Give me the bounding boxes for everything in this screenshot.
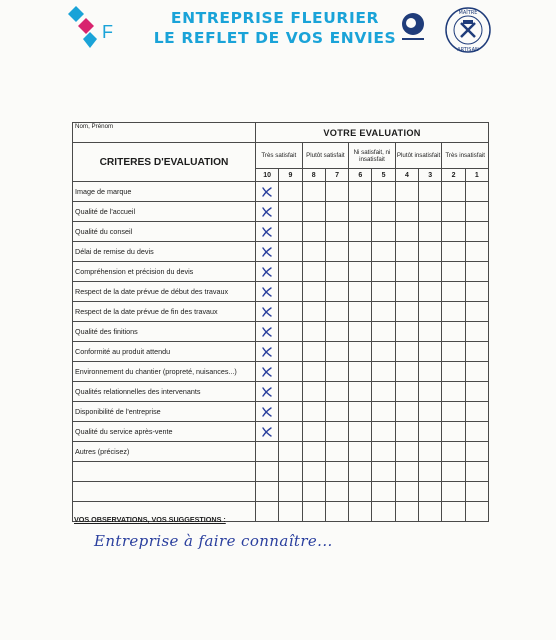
score-cell[interactable]: [372, 382, 395, 402]
score-header: 10: [256, 169, 279, 182]
score-cell[interactable]: [395, 362, 418, 382]
score-cell[interactable]: [442, 482, 465, 502]
score-header: 3: [419, 169, 442, 182]
criteria-row: [73, 462, 489, 482]
score-cell[interactable]: [325, 402, 348, 422]
score-cell[interactable]: [256, 322, 279, 342]
criteria-label: [73, 482, 256, 502]
score-cell[interactable]: [419, 322, 442, 342]
votre-evaluation-heading: VOTRE EVALUATION: [256, 123, 489, 143]
criteria-label: Disponibilité de l'entreprise: [73, 402, 256, 422]
score-cell[interactable]: [372, 322, 395, 342]
score-cell[interactable]: [442, 462, 465, 482]
score-cell[interactable]: [325, 322, 348, 342]
score-cell[interactable]: [325, 342, 348, 362]
criteria-label: Qualité de l'accueil: [73, 202, 256, 222]
score-cell[interactable]: [302, 302, 325, 322]
score-cell[interactable]: [419, 342, 442, 362]
score-cell[interactable]: [256, 422, 279, 442]
score-cell[interactable]: [372, 362, 395, 382]
score-cell[interactable]: [325, 262, 348, 282]
score-cell[interactable]: [395, 382, 418, 402]
score-cell[interactable]: [325, 462, 348, 482]
score-cell[interactable]: [279, 282, 302, 302]
criteria-label: Qualité du conseil: [73, 222, 256, 242]
score-cell[interactable]: [442, 322, 465, 342]
score-cell[interactable]: [349, 422, 372, 442]
company-name: ENTREPRISE FLEURIER: [170, 9, 380, 27]
score-cell[interactable]: [372, 342, 395, 362]
score-cell[interactable]: [279, 322, 302, 342]
score-cell[interactable]: [325, 482, 348, 502]
maitre-artisan-seal-icon: [444, 6, 492, 54]
score-cell[interactable]: [372, 182, 395, 202]
score-cell[interactable]: [419, 502, 442, 522]
score-cell[interactable]: [395, 422, 418, 442]
score-cell[interactable]: [256, 182, 279, 202]
score-cell[interactable]: [395, 342, 418, 362]
score-cell[interactable]: [442, 202, 465, 222]
score-cell[interactable]: [349, 222, 372, 242]
score-cell[interactable]: [419, 182, 442, 202]
score-cell[interactable]: [465, 502, 488, 522]
criteria-label: Compréhension et précision du devis: [73, 262, 256, 282]
score-cell[interactable]: [372, 222, 395, 242]
group-plutot-insatisfait: Plutôt insatisfait: [395, 143, 442, 169]
score-cell[interactable]: [256, 342, 279, 362]
score-cell[interactable]: [279, 482, 302, 502]
score-cell[interactable]: [442, 222, 465, 242]
criteria-row: [73, 402, 489, 422]
score-cell[interactable]: [302, 462, 325, 482]
score-cell[interactable]: [395, 402, 418, 422]
score-cell[interactable]: [302, 282, 325, 302]
score-header: 9: [279, 169, 302, 182]
score-cell[interactable]: [419, 402, 442, 422]
criteria-label: Qualité des finitions: [73, 322, 256, 342]
score-cell[interactable]: [419, 262, 442, 282]
criteres-heading: CRITERES D'EVALUATION: [73, 143, 256, 182]
score-cell[interactable]: [395, 322, 418, 342]
score-cell[interactable]: [395, 182, 418, 202]
criteria-row: [73, 262, 489, 282]
score-cell[interactable]: [395, 502, 418, 522]
score-cell[interactable]: [302, 482, 325, 502]
score-cell[interactable]: [325, 222, 348, 242]
handwritten-x-mark-icon: [260, 226, 274, 238]
criteria-label: Environnement du chantier (propreté, nuisances...): [73, 362, 256, 382]
svg-text:ARTISAN: ARTISAN: [457, 47, 479, 53]
criteria-row: [73, 382, 489, 402]
score-cell[interactable]: [279, 362, 302, 382]
score-cell[interactable]: [465, 442, 488, 462]
score-cell[interactable]: [256, 302, 279, 322]
logo-diamond-pink: [78, 18, 94, 34]
score-cell[interactable]: [302, 502, 325, 522]
criteria-label: Respect de la date prévue de fin des travaux: [73, 302, 256, 322]
score-cell[interactable]: [256, 402, 279, 422]
score-cell[interactable]: [395, 462, 418, 482]
score-cell[interactable]: [302, 362, 325, 382]
handwritten-x-mark-icon: [260, 426, 274, 438]
criteria-row: [73, 242, 489, 262]
criteria-row: [73, 222, 489, 242]
score-cell[interactable]: [302, 342, 325, 362]
criteria-row: [73, 362, 489, 382]
criteria-label: Image de marque: [73, 182, 256, 202]
company-slogan: LE REFLET DE VOS ENVIES: [153, 29, 397, 47]
score-cell[interactable]: [395, 262, 418, 282]
score-cell[interactable]: [325, 442, 348, 462]
score-cell[interactable]: [465, 482, 488, 502]
criteria-row: [73, 282, 489, 302]
criteria-label: Respect de la date prévue de début des travaux: [73, 282, 256, 302]
criteria-label: Conformité au produit attendu: [73, 342, 256, 362]
score-cell[interactable]: [442, 242, 465, 262]
score-cell[interactable]: [325, 282, 348, 302]
score-cell[interactable]: [256, 462, 279, 482]
score-cell[interactable]: [372, 202, 395, 222]
criteria-row: [73, 302, 489, 322]
score-cell[interactable]: [349, 362, 372, 382]
score-header: 7: [325, 169, 348, 182]
score-cell[interactable]: [419, 222, 442, 242]
score-cell[interactable]: [372, 462, 395, 482]
score-cell[interactable]: [302, 182, 325, 202]
handwritten-x-mark-icon: [260, 186, 274, 198]
score-cell[interactable]: [395, 482, 418, 502]
score-cell[interactable]: [442, 342, 465, 362]
score-cell[interactable]: [465, 222, 488, 242]
criteria-label: Délai de remise du devis: [73, 242, 256, 262]
score-cell[interactable]: [349, 282, 372, 302]
score-cell[interactable]: [256, 362, 279, 382]
group-plutot-satisfait: Plutôt satisfait: [302, 143, 349, 169]
criteria-row: [73, 482, 489, 502]
score-cell[interactable]: [349, 502, 372, 522]
score-cell[interactable]: [395, 222, 418, 242]
criteria-label: [73, 462, 256, 482]
score-cell[interactable]: [395, 282, 418, 302]
criteria-label: Qualités relationnelles des intervenants: [73, 382, 256, 402]
score-cell[interactable]: [442, 182, 465, 202]
score-header: 1: [465, 169, 488, 182]
score-cell[interactable]: [465, 402, 488, 422]
score-cell[interactable]: [419, 242, 442, 262]
score-cell[interactable]: [442, 302, 465, 322]
score-cell[interactable]: [419, 462, 442, 482]
score-cell[interactable]: [372, 422, 395, 442]
handwritten-x-mark-icon: [260, 386, 274, 398]
score-cell[interactable]: [465, 342, 488, 362]
score-cell[interactable]: [372, 482, 395, 502]
score-cell[interactable]: [279, 342, 302, 362]
score-cell[interactable]: [442, 282, 465, 302]
score-cell[interactable]: [279, 402, 302, 422]
score-cell[interactable]: [372, 282, 395, 302]
score-cell[interactable]: [465, 262, 488, 282]
score-cell[interactable]: [442, 502, 465, 522]
score-cell[interactable]: [302, 242, 325, 262]
score-cell[interactable]: [419, 362, 442, 382]
score-cell[interactable]: [256, 482, 279, 502]
score-cell[interactable]: [256, 282, 279, 302]
score-cell[interactable]: [465, 422, 488, 442]
criteria-row: [73, 442, 489, 462]
score-cell[interactable]: [442, 402, 465, 422]
score-cell[interactable]: [302, 202, 325, 222]
score-cell[interactable]: [279, 182, 302, 202]
score-cell[interactable]: [279, 442, 302, 462]
score-cell[interactable]: [419, 382, 442, 402]
score-cell[interactable]: [256, 222, 279, 242]
score-header: 5: [372, 169, 395, 182]
score-header: 2: [442, 169, 465, 182]
criteria-row: [73, 322, 489, 342]
score-cell[interactable]: [395, 442, 418, 462]
score-cell[interactable]: [349, 182, 372, 202]
score-cell[interactable]: [325, 502, 348, 522]
criteria-label: Qualité du service après-vente: [73, 422, 256, 442]
score-cell[interactable]: [465, 322, 488, 342]
score-cell[interactable]: [279, 242, 302, 262]
criteria-row: [73, 342, 489, 362]
score-cell[interactable]: [395, 202, 418, 222]
score-cell[interactable]: [349, 242, 372, 262]
score-cell[interactable]: [349, 442, 372, 462]
score-cell[interactable]: [302, 222, 325, 242]
score-cell[interactable]: [302, 442, 325, 462]
nom-prenom-label: Nom, Prénom: [73, 123, 256, 143]
group-tres-satisfait: Très satisfait: [256, 143, 303, 169]
handwritten-x-mark-icon: [260, 366, 274, 378]
score-cell[interactable]: [325, 202, 348, 222]
handwritten-x-mark-icon: [260, 346, 274, 358]
score-cell[interactable]: [256, 242, 279, 262]
score-cell[interactable]: [465, 242, 488, 262]
score-cell[interactable]: [349, 402, 372, 422]
score-cell[interactable]: [256, 502, 279, 522]
handwritten-x-mark-icon: [260, 306, 274, 318]
evaluation-table: [72, 122, 489, 522]
score-cell[interactable]: [349, 262, 372, 282]
score-cell[interactable]: [279, 502, 302, 522]
score-cell[interactable]: [325, 422, 348, 442]
group-tres-insatisfait: Très insatisfait: [442, 143, 489, 169]
score-cell[interactable]: [279, 302, 302, 322]
score-cell[interactable]: [256, 442, 279, 462]
quality-logo-icon: [398, 10, 428, 44]
group-ni-satisfait: Ni satisfait, ni insatisfait: [349, 143, 396, 169]
score-cell[interactable]: [395, 242, 418, 262]
score-cell[interactable]: [279, 422, 302, 442]
fleurier-logo: [64, 4, 124, 54]
score-cell[interactable]: [442, 362, 465, 382]
score-cell[interactable]: [302, 262, 325, 282]
observations-label: VOS OBSERVATIONS, VOS SUGGESTIONS :: [74, 515, 226, 524]
score-cell[interactable]: [256, 382, 279, 402]
score-cell[interactable]: [419, 282, 442, 302]
score-cell[interactable]: [325, 302, 348, 322]
score-cell[interactable]: [442, 442, 465, 462]
handwritten-x-mark-icon: [260, 326, 274, 338]
handwritten-x-mark-icon: [260, 286, 274, 298]
logo-diamond-blue: [68, 6, 84, 22]
score-cell[interactable]: [419, 442, 442, 462]
score-cell[interactable]: [349, 302, 372, 322]
score-cell[interactable]: [325, 382, 348, 402]
score-cell[interactable]: [325, 362, 348, 382]
score-cell[interactable]: [279, 382, 302, 402]
observations-handwritten-text: Entreprise à faire connaître...: [94, 532, 333, 550]
score-cell[interactable]: [279, 222, 302, 242]
score-header: 6: [349, 169, 372, 182]
header-titles: [130, 8, 420, 48]
criteria-row: [73, 182, 489, 202]
score-cell[interactable]: [256, 262, 279, 282]
score-cell[interactable]: [325, 242, 348, 262]
score-cell[interactable]: [419, 422, 442, 442]
handwritten-x-mark-icon: [260, 246, 274, 258]
score-cell[interactable]: [372, 242, 395, 262]
handwritten-x-mark-icon: [260, 406, 274, 418]
criteria-label: Autres (précisez): [73, 442, 256, 462]
score-cell[interactable]: [349, 462, 372, 482]
score-cell[interactable]: [442, 262, 465, 282]
score-cell[interactable]: [419, 302, 442, 322]
score-cell[interactable]: [465, 462, 488, 482]
score-cell[interactable]: [372, 302, 395, 322]
score-cell[interactable]: [395, 302, 418, 322]
svg-text:MAÎTRE: MAÎTRE: [458, 10, 478, 16]
score-cell[interactable]: [279, 262, 302, 282]
score-cell[interactable]: [372, 502, 395, 522]
score-cell[interactable]: [465, 382, 488, 402]
score-cell[interactable]: [256, 202, 279, 222]
logo-diamond-blue-2: [83, 32, 97, 48]
score-cell[interactable]: [419, 202, 442, 222]
score-cell[interactable]: [349, 382, 372, 402]
score-cell[interactable]: [465, 182, 488, 202]
score-header: 4: [395, 169, 418, 182]
score-cell[interactable]: [465, 202, 488, 222]
score-cell[interactable]: [372, 402, 395, 422]
score-cell[interactable]: [372, 262, 395, 282]
score-cell[interactable]: [372, 442, 395, 462]
score-cell[interactable]: [349, 202, 372, 222]
handwritten-x-mark-icon: [260, 266, 274, 278]
score-cell[interactable]: [349, 322, 372, 342]
score-cell[interactable]: [465, 282, 488, 302]
score-cell[interactable]: [302, 402, 325, 422]
criteria-row: [73, 202, 489, 222]
handwritten-x-mark-icon: [260, 206, 274, 218]
score-cell[interactable]: [442, 382, 465, 402]
score-cell[interactable]: [302, 422, 325, 442]
score-cell[interactable]: [442, 422, 465, 442]
logo-letter: F: [102, 22, 113, 42]
score-cell[interactable]: [279, 202, 302, 222]
score-cell[interactable]: [279, 462, 302, 482]
score-cell[interactable]: [465, 362, 488, 382]
score-cell[interactable]: [465, 302, 488, 322]
score-header: 8: [302, 169, 325, 182]
score-cell[interactable]: [325, 182, 348, 202]
score-cell[interactable]: [302, 322, 325, 342]
score-cell[interactable]: [349, 482, 372, 502]
score-cell[interactable]: [302, 382, 325, 402]
score-cell[interactable]: [349, 342, 372, 362]
criteria-row: [73, 422, 489, 442]
score-cell[interactable]: [419, 482, 442, 502]
